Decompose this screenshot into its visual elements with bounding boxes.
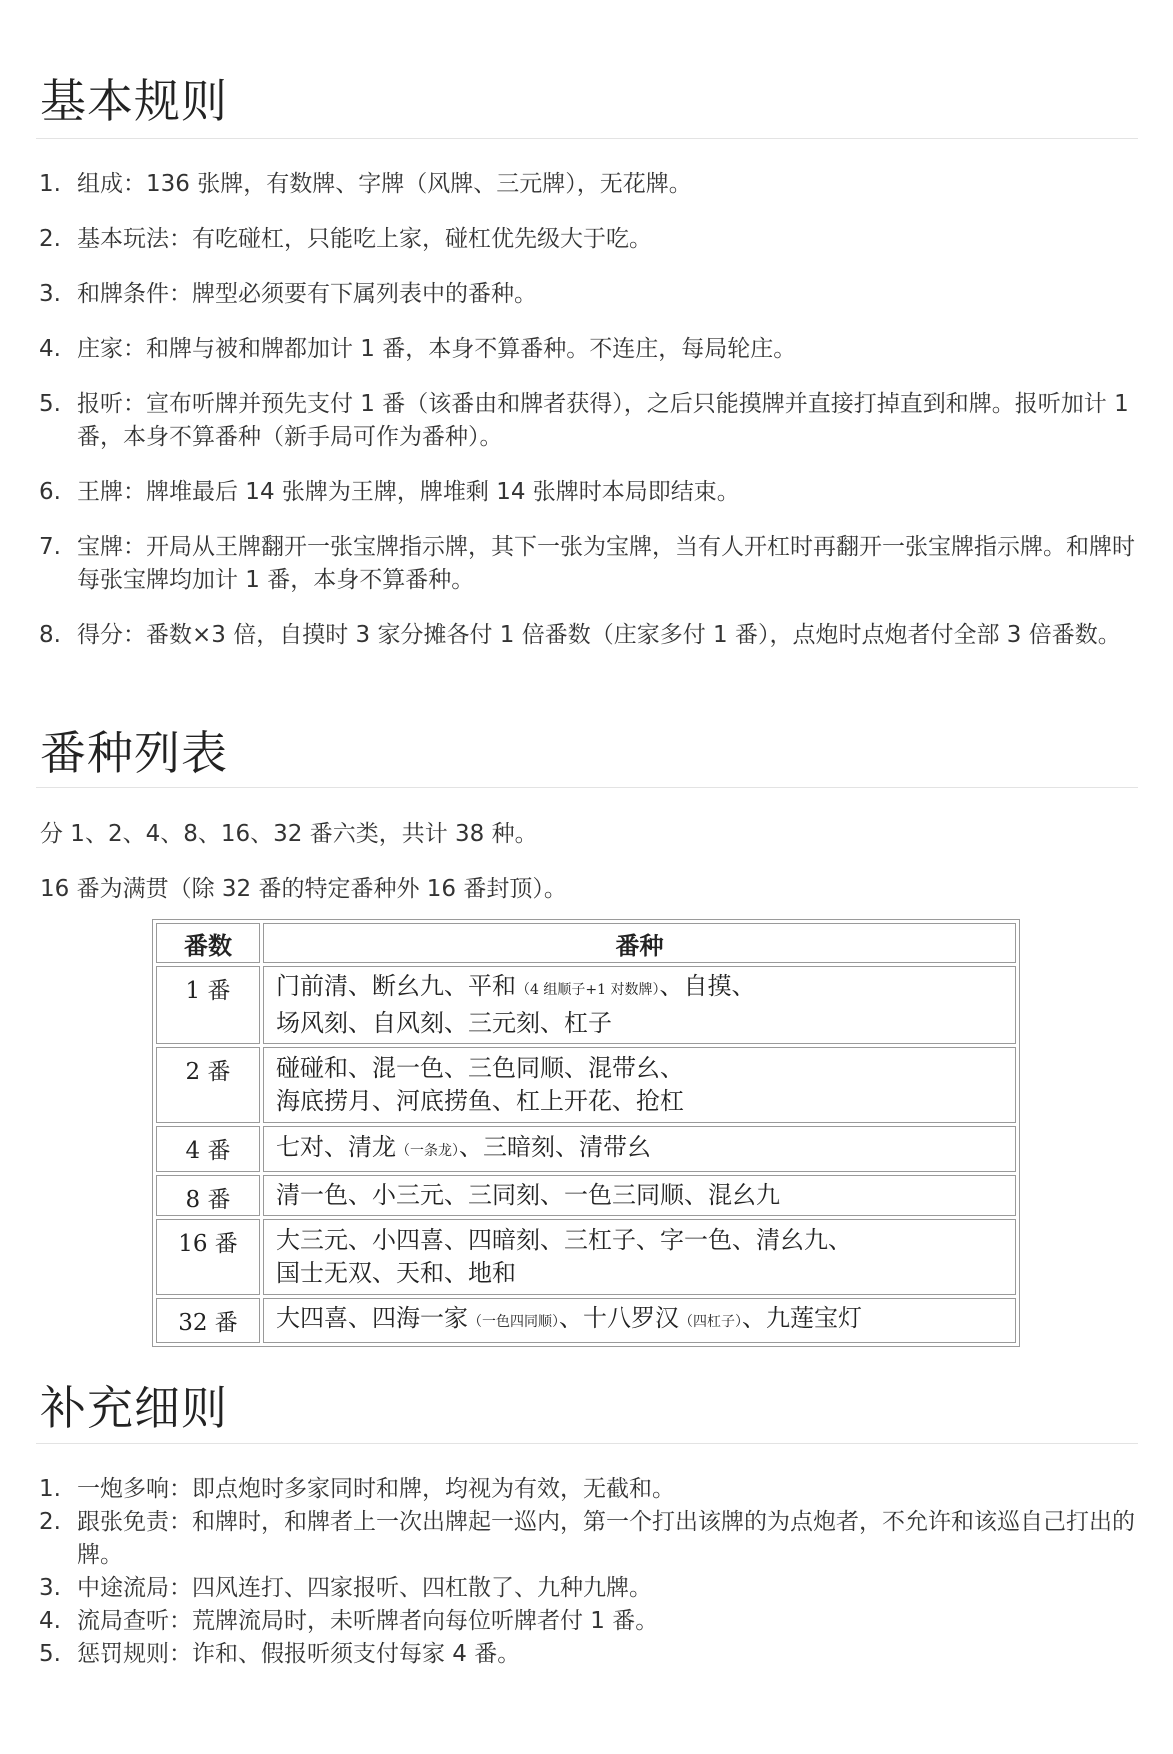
heading-supplementary: 补充细则 [40, 1381, 228, 1435]
rule-item: 5. 报听：宣布听牌并预先支付 1 番（该番由和牌者获得），之后只能摸牌并直接打掉直到和牌。报听加计 1 番，本身不算番种（新手局可作为番种）。 [39, 391, 1129, 450]
fan-names: 七对、清龙（一条龙）、三暗刻、清带幺 [263, 1126, 1016, 1171]
column-header-names: 番种 [263, 923, 1016, 963]
rule-item: 7. 宝牌：开局从王牌翻开一张宝牌指示牌，其下一张为宝牌，当有人开杠时再翻开一张宝牌指示牌。和牌时每张宝牌均加计 1 番，本身不算番种。 [39, 534, 1135, 593]
basic-rules-list [0, 168, 1173, 674]
supplementary-list [0, 1473, 1173, 1671]
heading-divider [36, 787, 1138, 788]
rule-item: 2. 跟张免责：和牌时，和牌者上一次出牌起一巡内，第一个打出该牌的为点炮者，不允许和该巡自己打出的牌。 [39, 1509, 1135, 1568]
rule-item: 3. 中途流局：四风连打、四家报听、四杠散了、九种九牌。 [39, 1575, 652, 1601]
fan-names: 碰碰和、混一色、三色同顺、混带幺、 海底捞月、河底捞鱼、杠上开花、抢杠 [263, 1047, 1016, 1123]
rule-item: 6. 王牌：牌堆最后 14 张牌为王牌，牌堆剩 14 张牌时本局即结束。 [39, 479, 740, 505]
fan-level: 2 番 [156, 1047, 260, 1123]
fan-level: 1 番 [156, 966, 260, 1044]
fan-note: （4 组顺子+1 对数牌） [516, 982, 660, 999]
fan-names: 大三元、小四喜、四暗刻、三杠子、字一色、清幺九、 国士无双、天和、地和 [263, 1219, 1016, 1295]
fan-level: 8 番 [156, 1175, 260, 1216]
fan-names: 清一色、小三元、三同刻、一色三同顺、混幺九 [263, 1175, 1016, 1216]
heading-divider [36, 138, 1138, 139]
rule-item: 3. 和牌条件：牌型必须要有下属列表中的番种。 [39, 281, 537, 307]
fan-level: 16 番 [156, 1219, 260, 1295]
rule-item: 1. 一炮多响：即点炮时多家同时和牌，均视为有效，无截和。 [39, 1476, 675, 1502]
fan-note: （一条龙） [396, 1142, 459, 1159]
rule-item: 1. 组成：136 张牌，有数牌、字牌（风牌、三元牌），无花牌。 [39, 171, 692, 197]
fan-level: 32 番 [156, 1298, 260, 1343]
table-row [156, 1126, 1016, 1171]
table-row [156, 1298, 1016, 1343]
fan-names: 大四喜、四海一家（一色四同顺）、十八罗汉（四杠子）、九莲宝灯 [263, 1298, 1016, 1343]
rule-item: 5. 惩罚规则：诈和、假报听须支付每家 4 番。 [39, 1641, 521, 1667]
rule-item: 4. 流局查听：荒牌流局时，未听牌者向每位听牌者付 1 番。 [39, 1608, 659, 1634]
fan-intro-cap: 16 番为满贯（除 32 番的特定番种外 16 番封顶）。 [40, 876, 567, 902]
fan-note: （四杠子） [679, 1313, 742, 1330]
column-header-level: 番数 [156, 923, 260, 963]
table-header-row [156, 923, 1016, 963]
fan-intro-categories: 分 1、2、4、8、16、32 番六类，共计 38 种。 [40, 821, 538, 847]
table-row [156, 966, 1016, 1044]
table-row [156, 1175, 1016, 1216]
heading-fan-list: 番种列表 [40, 726, 228, 780]
heading-basic-rules: 基本规则 [40, 74, 228, 128]
fan-names: 门前清、断幺九、平和（4 组顺子+1 对数牌）、自摸、 场风刻、自风刻、三元刻、杠子 [263, 966, 1016, 1044]
fan-table [152, 919, 1020, 1347]
rule-item: 8. 得分：番数×3 倍，自摸时 3 家分摊各付 1 倍番数（庄家多付 1 番），点炮时点炮者付全部 3 倍番数。 [39, 622, 1121, 648]
rule-item: 4. 庄家：和牌与被和牌都加计 1 番，本身不算番种。不连庄，每局轮庄。 [39, 336, 797, 362]
fan-level: 4 番 [156, 1126, 260, 1171]
heading-divider [36, 1443, 1138, 1444]
rule-item: 2. 基本玩法：有吃碰杠，只能吃上家，碰杠优先级大于吃。 [39, 226, 652, 252]
fan-note: （一色四同顺） [468, 1313, 559, 1330]
table-row [156, 1047, 1016, 1123]
table-row [156, 1219, 1016, 1295]
